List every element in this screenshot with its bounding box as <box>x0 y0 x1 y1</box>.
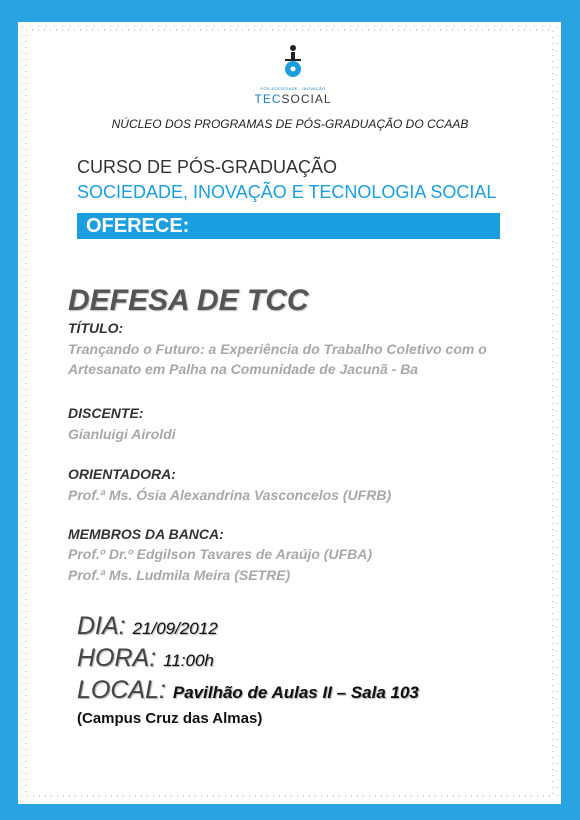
titulo-line-2: Artesanato em Palha na Comunidade de Jacunã - Ba <box>68 361 419 377</box>
orientadora-label: ORIENTADORA: <box>68 466 176 482</box>
local-value: Pavilhão de Aulas II – Sala 103 <box>172 683 419 702</box>
banca-label: MEMBROS DA BANCA: <box>68 526 224 542</box>
banca-member-2: Prof.ª Ms. Ludmila Meira (SETRE) <box>68 567 291 583</box>
logo-subtitle: PÓS-SOCIEDADE - INOVAÇÃO <box>260 86 326 91</box>
hora-value: 11:00h <box>163 651 214 670</box>
orientadora-value: Prof.ª Ms. Ósia Alexandrina Vasconcelos (UFRB) <box>68 487 392 503</box>
discente-label: DISCENTE: <box>68 405 144 421</box>
local-row <box>77 676 419 705</box>
event-title: DEFESA DE TCC <box>68 284 309 317</box>
logo-wordmark <box>248 92 338 106</box>
programa-heading: SOCIEDADE, INOVAÇÃO E TECNOLOGIA SOCIAL <box>77 182 497 202</box>
oferece-banner <box>77 213 500 239</box>
titulo-label: TÍTULO: <box>68 320 124 336</box>
local-label: LOCAL: <box>77 676 166 704</box>
dia-label: DIA: <box>77 612 126 640</box>
dia-row <box>77 612 218 641</box>
dia-value: 21/09/2012 <box>132 619 218 638</box>
campus-note: (Campus Cruz das Almas) <box>77 710 263 727</box>
titulo-line-1: Trançando o Futuro: a Experiência do Trabalho Coletivo com o <box>68 341 487 357</box>
hora-row <box>77 644 214 673</box>
oferece-label: OFERECE: <box>86 215 190 237</box>
logo-word-social: SOCIAL <box>281 92 332 106</box>
banca-member-1: Prof.º Dr.º Edgilson Tavares de Araújo (UFBA) <box>68 546 373 562</box>
discente-value: Gianluigi Airoldi <box>68 426 176 442</box>
hora-label: HORA: <box>77 644 157 672</box>
curso-heading: CURSO DE PÓS-GRADUAÇÃO <box>77 157 338 177</box>
tecsocial-person-icon <box>248 40 338 86</box>
logo-word-tec: TEC <box>254 92 282 106</box>
nucleo-heading: NÚCLEO DOS PROGRAMAS DE PÓS-GRADUAÇÃO DO CCAAB <box>111 117 469 131</box>
tecsocial-logo <box>248 40 338 110</box>
